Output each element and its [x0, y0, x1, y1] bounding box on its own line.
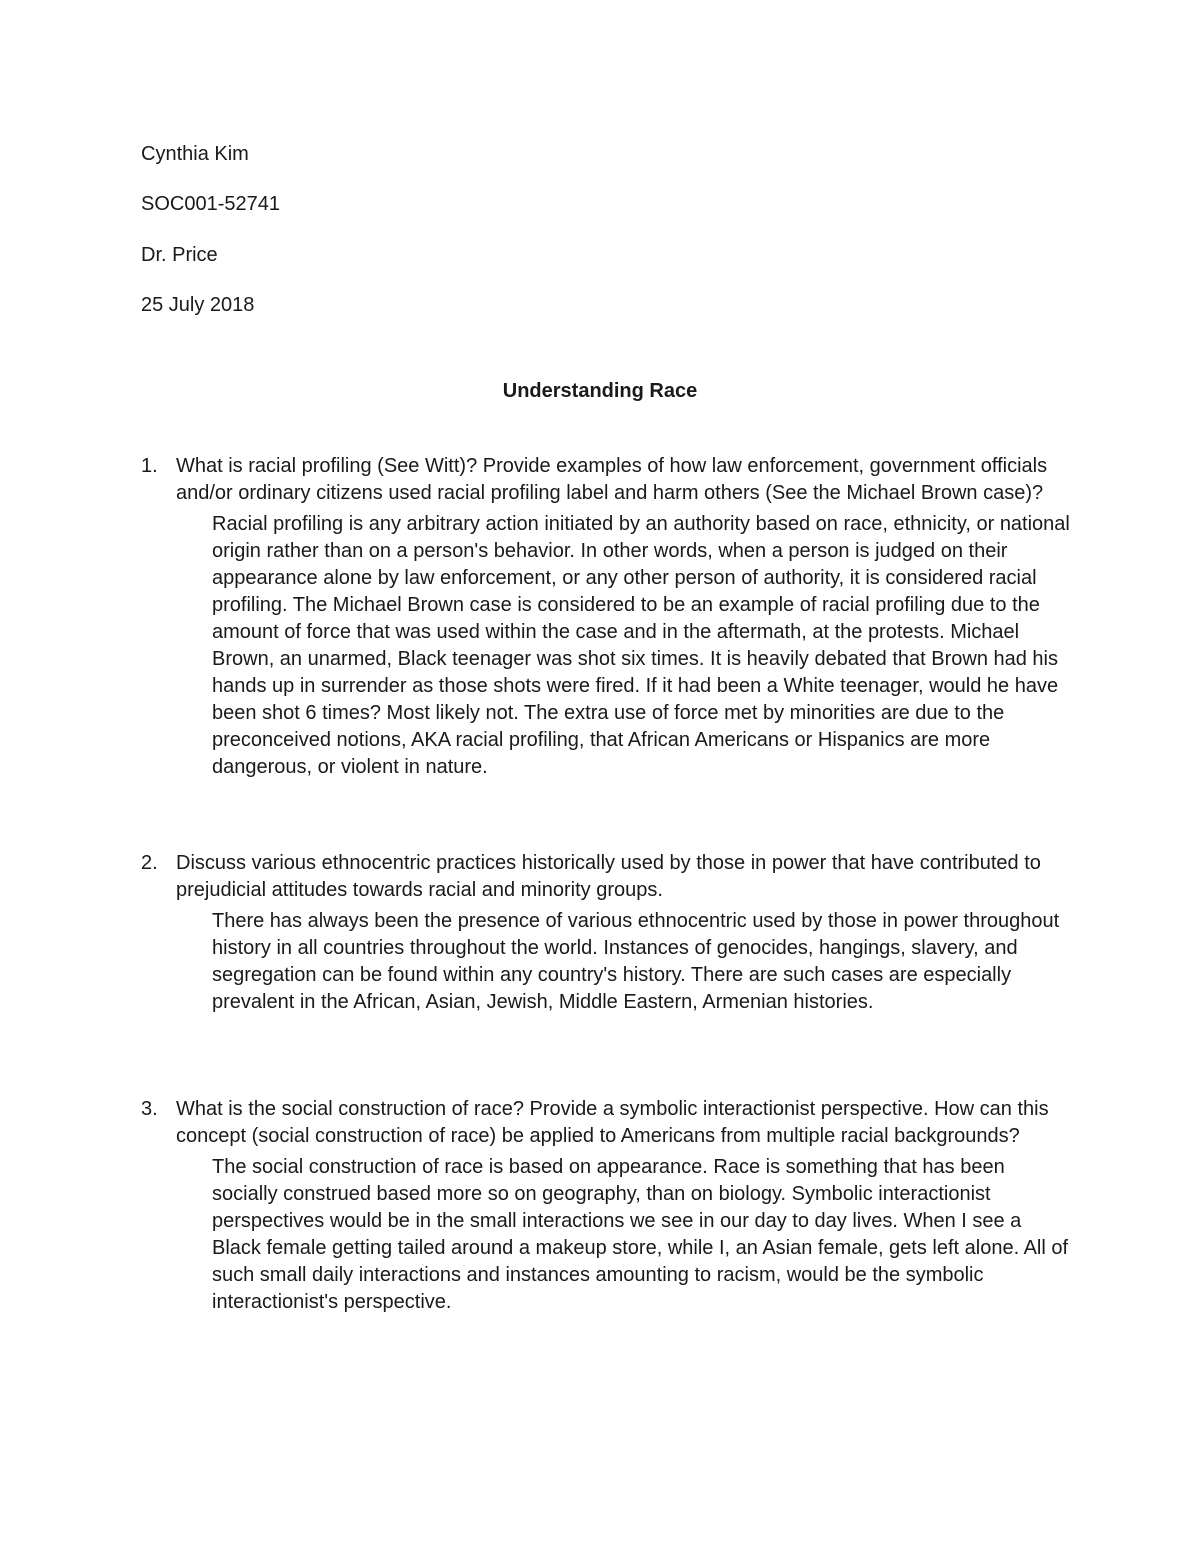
course-code: SOC001-52741 — [141, 193, 280, 215]
question-block — [141, 850, 1071, 1016]
student-name: Cynthia Kim — [141, 143, 249, 165]
instructor-name: Dr. Price — [141, 244, 218, 266]
question-block — [141, 1096, 1071, 1316]
question-text: Discuss various ethnocentric practices historically used by those in power that have contributed to prejudicial attitudes towards racial and minority groups. — [176, 852, 1041, 901]
question-number: 2. — [141, 852, 158, 874]
question-number: 3. — [141, 1098, 158, 1120]
answer-text: Racial profiling is any arbitrary action initiated by an authority based on race, ethnicity, or national origin rather than on a person's behavior. In other words, when a person is judged on their appearance alone by law enforcement, or any other person of authority, it is considered racial profiling. The Michael Brown case is considered to be an example of racial profiling due to the amount of force that was used within the case and in the aftermath, at the protests. Michael Brown, an unarmed, Black teenager was shot six times. It is heavily debated that Brown had his hands up in surrender as those shots were fired. If it had been a White teenager, would he have been shot 6 times? Most likely not. The extra use of force met by minorities are due to the preconceived notions, AKA racial profiling, that African Americans or Hispanics are more dangerous, or violent in nature. — [212, 513, 1070, 778]
question-block — [141, 453, 1071, 781]
question-text: What is the social construction of race? Provide a symbolic interactionist perspective. How can this concept (social construction of race) be applied to Americans from multiple racial backgrounds? — [176, 1098, 1049, 1147]
answer-text: There has always been the presence of various ethnocentric used by those in power throughout history in all countries throughout the world. Instances of genocides, hangings, slavery, and segregation can be found within any country's history. There are such cases are especially prevalent in the African, Asian, Jewish, Middle Eastern, Armenian histories. — [212, 910, 1060, 1013]
answer-text: The social construction of race is based on appearance. Race is something that has been socially construed based more so on geography, than on biology. Symbolic interactionist perspectives would be in the small interactions we see in our day to day lives. When I see a Black female getting tailed around a makeup store, while I, an Asian female, gets left alone. All of such small daily interactions and instances amounting to racism, would be the symbolic interactionist's perspective. — [212, 1156, 1069, 1313]
submission-date: 25 July 2018 — [141, 294, 255, 316]
document-title: Understanding Race — [502, 380, 698, 402]
question-text: What is racial profiling (See Witt)? Provide examples of how law enforcement, government officials and/or ordinary citizens used racial profiling label and harm others (See the Michael Brown case)? — [176, 455, 1048, 504]
question-number: 1. — [141, 455, 158, 477]
